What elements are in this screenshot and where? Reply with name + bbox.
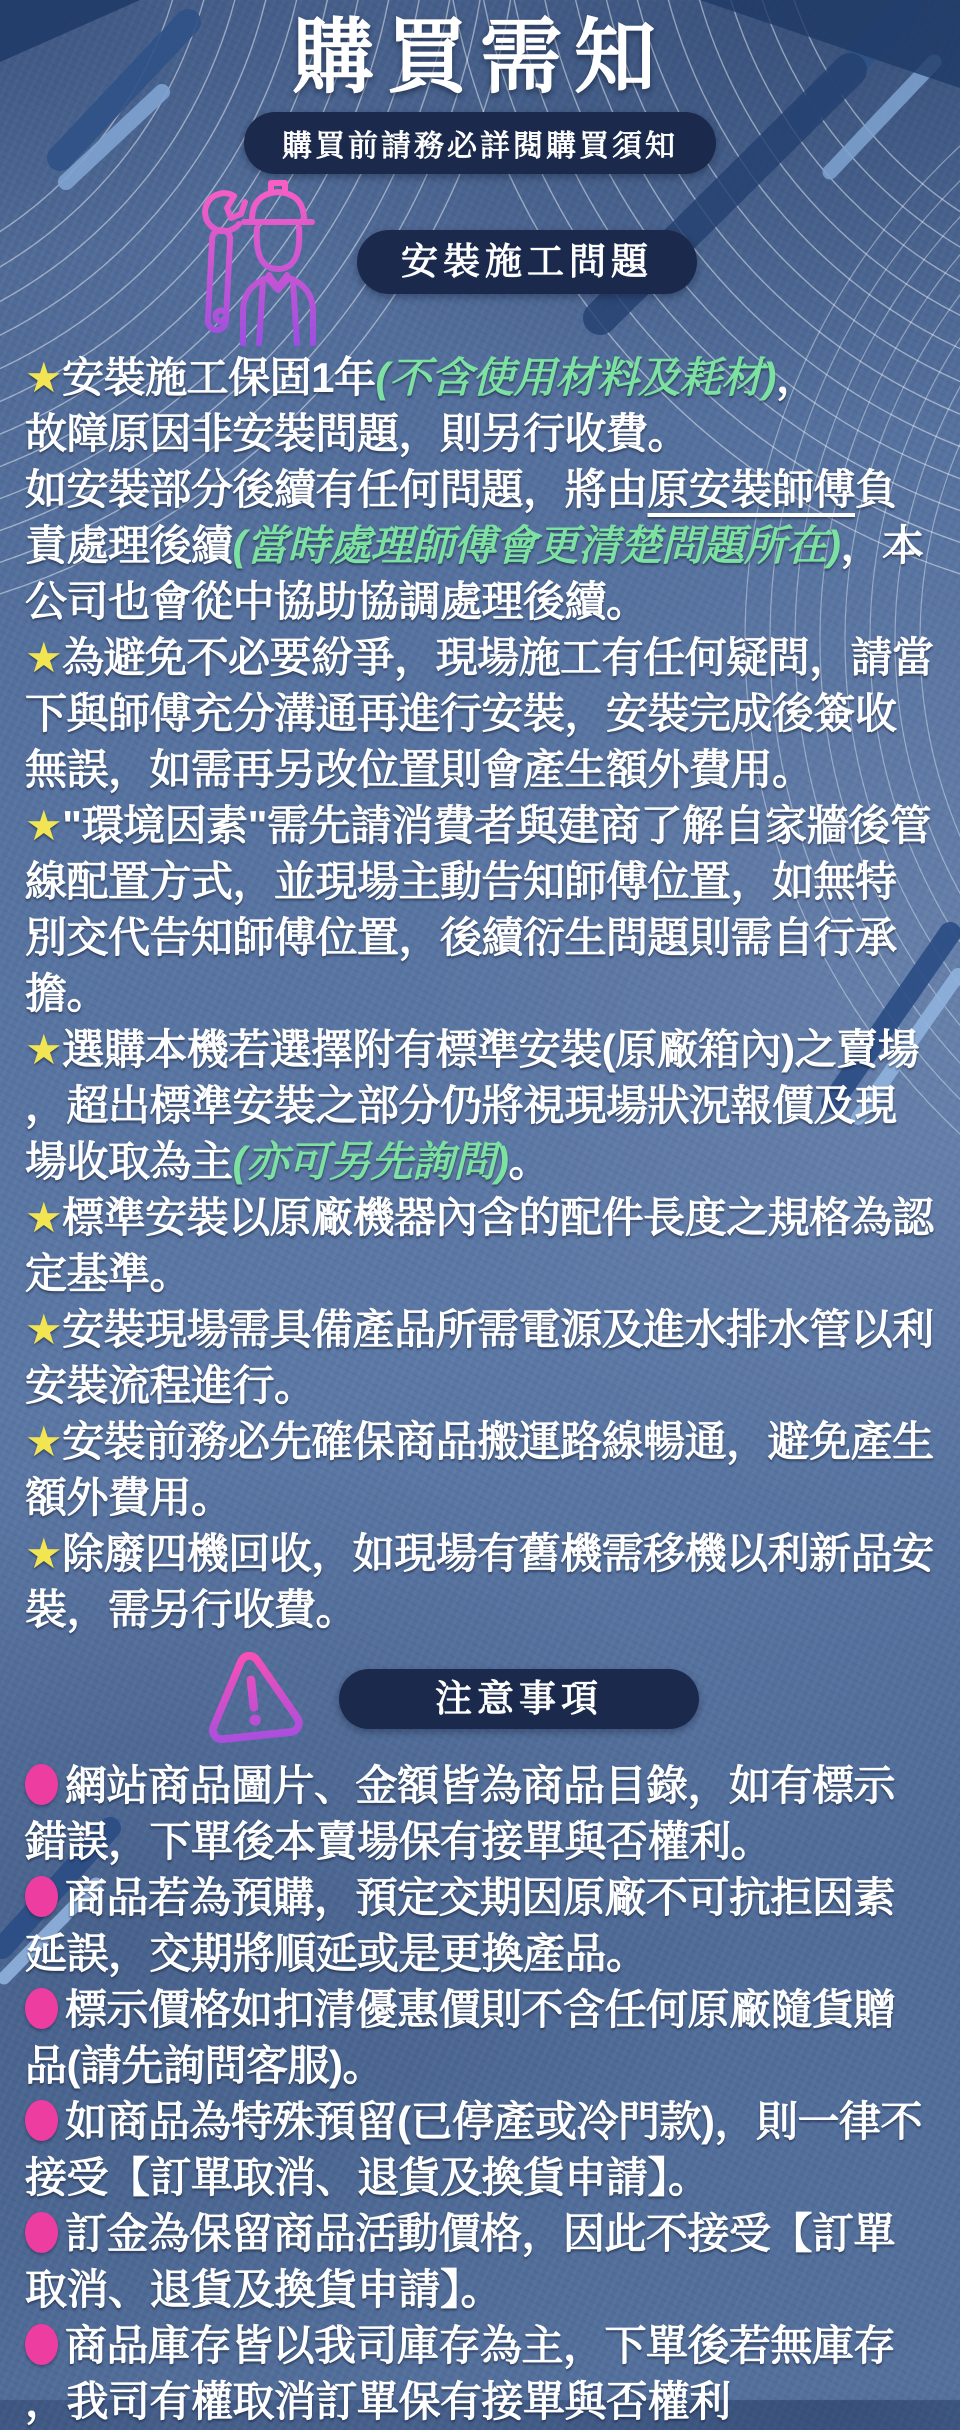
- text-run: 如安裝部分後續有任何問題，將由: [25, 466, 648, 514]
- text-run: ，本公司也會從中協助協調處理後續。: [25, 522, 924, 626]
- star-icon: ★: [25, 802, 63, 850]
- star-icon: ★: [25, 1194, 63, 1242]
- subtitle-pill: 購買前請務必詳閱購買須知: [244, 112, 716, 174]
- notice-item: [25, 2206, 935, 2318]
- text-run: 故障原因非安裝問題，則另行收費。: [25, 410, 690, 458]
- text-run: (當時處理師傅會更清楚問題所在): [232, 522, 841, 570]
- text-run: 原安裝師傅: [647, 466, 856, 514]
- notice-item: [25, 2318, 935, 2430]
- star-icon: ★: [25, 1306, 63, 1354]
- notice-section-header: [0, 1640, 905, 1758]
- text-run: 商品若為預購，預定交期因原廠不可抗拒因素延誤，交期將順延或是更換產品。: [25, 1874, 896, 1978]
- star-icon: ★: [25, 1418, 63, 1466]
- text-run: 商品庫存皆以我司庫存為主，下單後若無庫存，我司有權取消訂單保有接單與否權利: [25, 2322, 896, 2426]
- star-icon: ★: [25, 1026, 63, 1074]
- bullet-icon: [25, 1764, 58, 1805]
- notice-item-list: [25, 1758, 935, 2430]
- text-run: 標示價格如扣清優惠價則不含任何原廠隨貨贈品(請先詢問客服)。: [25, 1986, 896, 2090]
- star-icon: ★: [25, 1530, 63, 1578]
- bullet-icon: [25, 1988, 58, 2029]
- install-item: [25, 350, 935, 630]
- install-item: [25, 1526, 935, 1638]
- text-run: 安裝現場需具備產品所需電源及進水排水管以利安裝流程進行。: [25, 1306, 934, 1410]
- text-run: "環境因素"需先請消費者與建商了解自家牆後管線配置方式，並現場主動告知師傅位置，如無特別交代告知師傅位置，後續衍生問題則需自行承擔。: [25, 802, 931, 1018]
- warning-icon: [196, 1642, 310, 1757]
- install-header-pill: 安裝施工問題: [357, 230, 697, 294]
- subtitle-row: [25, 112, 935, 174]
- notice-item: [25, 2094, 935, 2206]
- install-item: [25, 1302, 935, 1414]
- text-run: 負責處理後續: [25, 466, 897, 570]
- text-run: 除廢四機回收，如現場有舊機需移機以利新品安裝，需另行收費。: [25, 1530, 934, 1634]
- worker-icon: [183, 174, 333, 351]
- install-item: [25, 630, 935, 798]
- star-icon: ★: [25, 354, 63, 402]
- text-run: (亦可另先詢問): [232, 1138, 509, 1186]
- bullet-icon: [25, 2324, 58, 2365]
- bullet-icon: [25, 1876, 58, 1917]
- page-title: 購買需知: [291, 9, 668, 105]
- bullet-icon: [25, 2100, 58, 2141]
- install-item: [25, 1414, 935, 1526]
- text-run: 網站商品圖片、金額皆為商品目錄，如有標示錯誤，下單後本賣場保有接單與否權利。: [25, 1762, 896, 1866]
- install-section-header: [0, 174, 895, 350]
- star-icon: ★: [25, 634, 63, 682]
- text-run: 安裝前務必先確保商品搬運路線暢通，避免產生額外費用。: [25, 1418, 934, 1522]
- install-item-list: [25, 350, 935, 1638]
- notice-item: [25, 1870, 935, 1982]
- text-run: 為避免不必要紛爭，現場施工有任何疑問，請當下與師傅充分溝通再進行安裝，安裝完成後簽收無誤，如需再另改位置則會產生額外費用。: [25, 634, 934, 794]
- notice-item: [25, 1758, 935, 1870]
- text-run: 選購本機若選擇附有標準安裝(原廠箱內)之賣場，超出標準安裝之部分仍將視現場狀況報價及現場收取為主: [25, 1026, 920, 1186]
- text-run: 安裝施工保固1年: [62, 354, 376, 402]
- text-run: ，: [776, 354, 818, 402]
- text-run: 。: [508, 1138, 551, 1186]
- text-run: (不含使用材料及耗材): [375, 354, 776, 402]
- text-run: 訂金為保留商品活動價格，因此不接受【訂單取消、退貨及換貨申請】。: [25, 2210, 896, 2314]
- install-item: [25, 1190, 935, 1302]
- notice-header-pill: 注意事項: [339, 1669, 699, 1729]
- bullet-icon: [25, 2212, 58, 2253]
- text-run: 標準安裝以原廠機器內含的配件長度之規格為認定基準。: [25, 1194, 934, 1298]
- text-run: 如商品為特殊預留(已停產或冷門款)，則一律不接受【訂單取消、退貨及換貨申請】。: [25, 2098, 922, 2202]
- notice-item: [25, 1982, 935, 2094]
- install-item: [25, 798, 935, 1022]
- install-item: [25, 1022, 935, 1190]
